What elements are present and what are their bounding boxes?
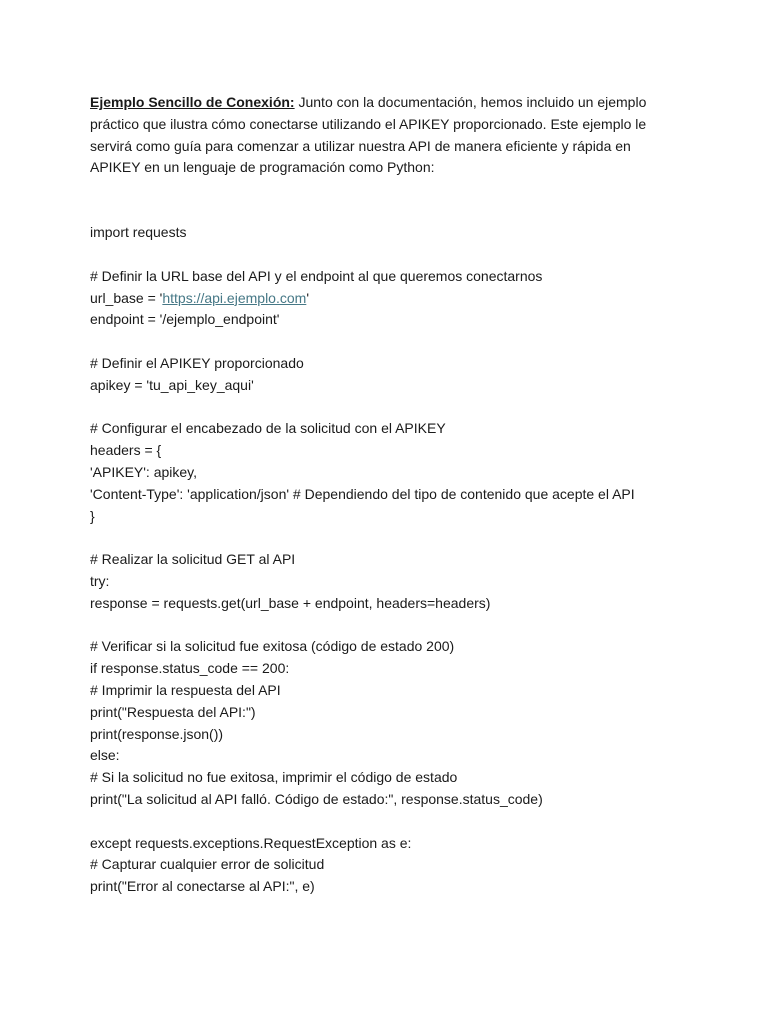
url-base-prefix: url_base = ' — [90, 289, 163, 306]
intro-paragraph — [90, 92, 680, 179]
code-line-blank — [90, 331, 680, 353]
code-line-blank — [90, 397, 680, 419]
code-line-url-base — [90, 288, 680, 310]
code-line: endpoint = '/ejemplo_endpoint' — [90, 311, 280, 328]
code-line: try: — [90, 572, 110, 589]
code-line: # Configurar el encabezado de la solicitud con el APIKEY — [90, 420, 446, 437]
intro-heading: Ejemplo Sencillo de Conexión: — [90, 94, 295, 110]
code-example — [90, 222, 680, 898]
code-line: # Si la solicitud no fue exitosa, imprimir el código de estado — [90, 769, 458, 786]
code-line: import requests — [90, 224, 187, 241]
code-line: # Verificar si la solicitud fue exitosa (código de estado 200) — [90, 638, 455, 655]
code-line: 'Content-Type': 'application/json' # Dependiendo del tipo de contenido que acepte el API — [90, 485, 635, 502]
code-line: if response.status_code == 200: — [90, 660, 290, 677]
code-line: # Capturar cualquier error de solicitud — [90, 856, 325, 873]
code-line-blank — [90, 811, 680, 833]
code-line: print("Error al conectarse al API:", e) — [90, 878, 315, 895]
code-line: 'APIKEY': apikey, — [90, 463, 198, 480]
code-line: print(response.json()) — [90, 725, 224, 742]
document-page — [90, 92, 680, 898]
code-line: apikey = 'tu_api_key_aqui' — [90, 376, 254, 393]
code-line-blank — [90, 244, 680, 266]
code-line: response = requests.get(url_base + endpoint, headers=headers) — [90, 594, 491, 611]
code-line: except requests.exceptions.RequestException as e: — [90, 834, 412, 851]
code-line: print("La solicitud al API falló. Código de estado:", response.status_code) — [90, 790, 543, 807]
api-url-link[interactable]: https://api.ejemplo.com — [162, 289, 307, 306]
intro-text: Junto con la documentación, hemos incluido un ejemplo práctico que ilustra cómo conectarse utilizando el APIKEY proporcionado. Este ejemplo le servirá como guía para comenzar a utilizar nuestra API de manera eficiente y rápida en APIKEY en un lenguaje de programación como Python: — [90, 94, 647, 176]
code-line: headers = { — [90, 442, 162, 459]
code-line: else: — [90, 747, 120, 764]
code-line: # Definir el APIKEY proporcionado — [90, 354, 304, 371]
code-line: print("Respuesta del API:") — [90, 703, 256, 720]
url-base-suffix: ' — [306, 289, 309, 306]
code-line-blank — [90, 527, 680, 549]
paragraph-spacer — [90, 179, 680, 222]
code-line: # Definir la URL base del API y el endpoint al que queremos conectarnos — [90, 267, 543, 284]
code-line: # Imprimir la respuesta del API — [90, 681, 281, 698]
code-line: } — [90, 507, 95, 524]
code-line-blank — [90, 615, 680, 637]
code-line: # Realizar la solicitud GET al API — [90, 551, 296, 568]
